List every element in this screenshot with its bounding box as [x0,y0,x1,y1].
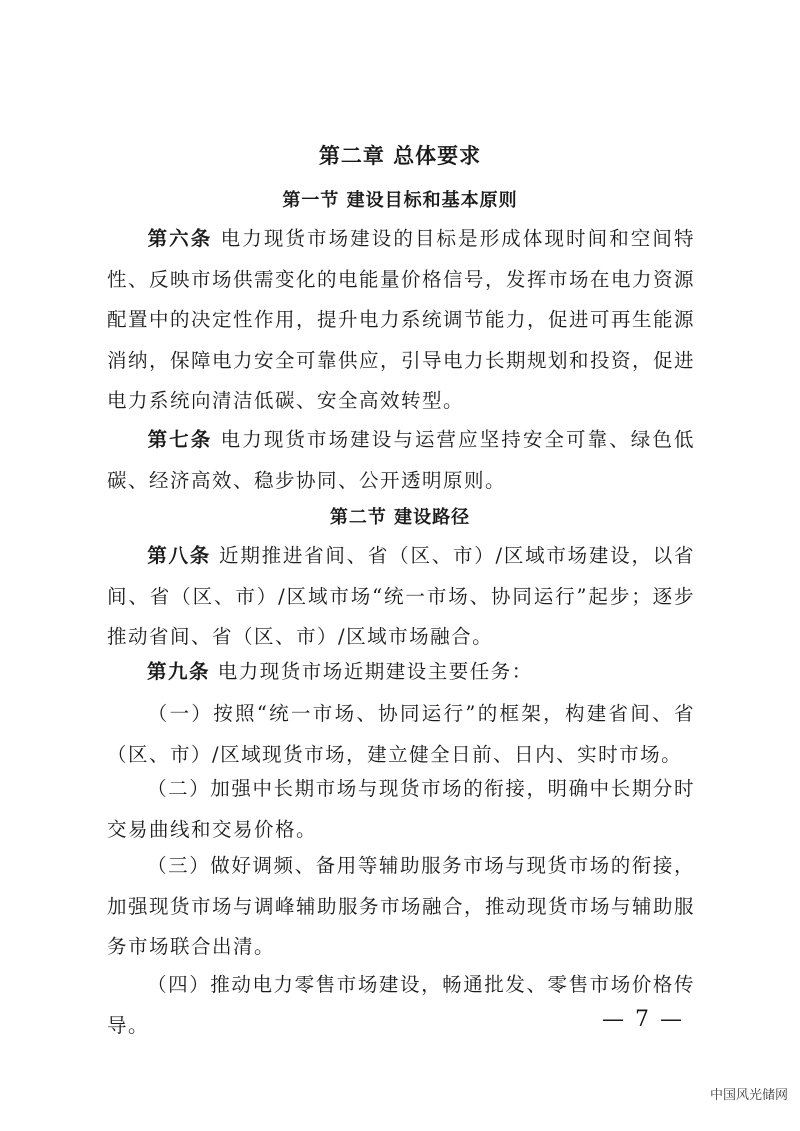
article-label: 第七条 [147,428,213,451]
article-label: 第六条 [147,227,213,250]
article-text: 电力现货市场建设的目标是形成体现时间和空间特性、反映市场供需变化的电能量价格信号，发挥市场在电力资源配置中的决定性作用，提升电力系统调节能力，促进可再生能源消纳，保障电力安全可靠供应，引导电力长期规划和投资，促进电力系统向清洁低碳、安全高效转型。 [107,227,696,412]
article-text: 电力现货市场建设与运营应坚持安全可靠、绿色低碳、经济高效、稳步协同、公开透明原则。 [107,428,695,492]
article-paragraph [107,652,695,693]
article-text: 近期推进省间、省（区、市）/区域市场建设，以省间、省（区、市）/区域市场“统一市场、协同运行”起步；逐步推动省间、省（区、市）/区域市场融合。 [107,544,695,648]
item-text: （三）做好调频、备用等辅助服务市场与现货市场的衔接，加强现货市场与调峰辅助服务市场融合，推动现货市场与辅助服务市场联合出清。 [107,854,696,958]
list-item [107,694,695,775]
article-text: 电力现货市场近期建设主要任务： [217,660,533,683]
article-paragraph [107,219,695,422]
article-label: 第八条 [147,544,212,567]
article-label: 第九条 [147,660,211,683]
item-text: （一）按照“统一市场、协同运行”的框架，构建省间、省（区、市）/区域现货市场，建立健全日前、日内、实时市场。 [107,702,695,766]
section-title: 第二节 建设路径 [329,507,471,528]
item-text: （四）推动电力零售市场建设，畅通批发、零售市场价格传导。 [107,973,695,1037]
page-number: — 7 — [602,1007,684,1032]
article-paragraph [107,536,695,658]
article-paragraph [107,420,695,501]
list-item [107,965,695,1046]
section-title: 第一节 建设目标和基本原则 [282,190,518,211]
list-item [107,846,695,968]
chapter-title: 第二章 总体要求 [318,144,482,168]
list-item [107,769,695,850]
item-text: （二）加强中长期市场与现货市场的衔接，明确中长期分时交易曲线和交易价格。 [107,777,695,841]
watermark: 中国风光储网 [709,1088,788,1103]
